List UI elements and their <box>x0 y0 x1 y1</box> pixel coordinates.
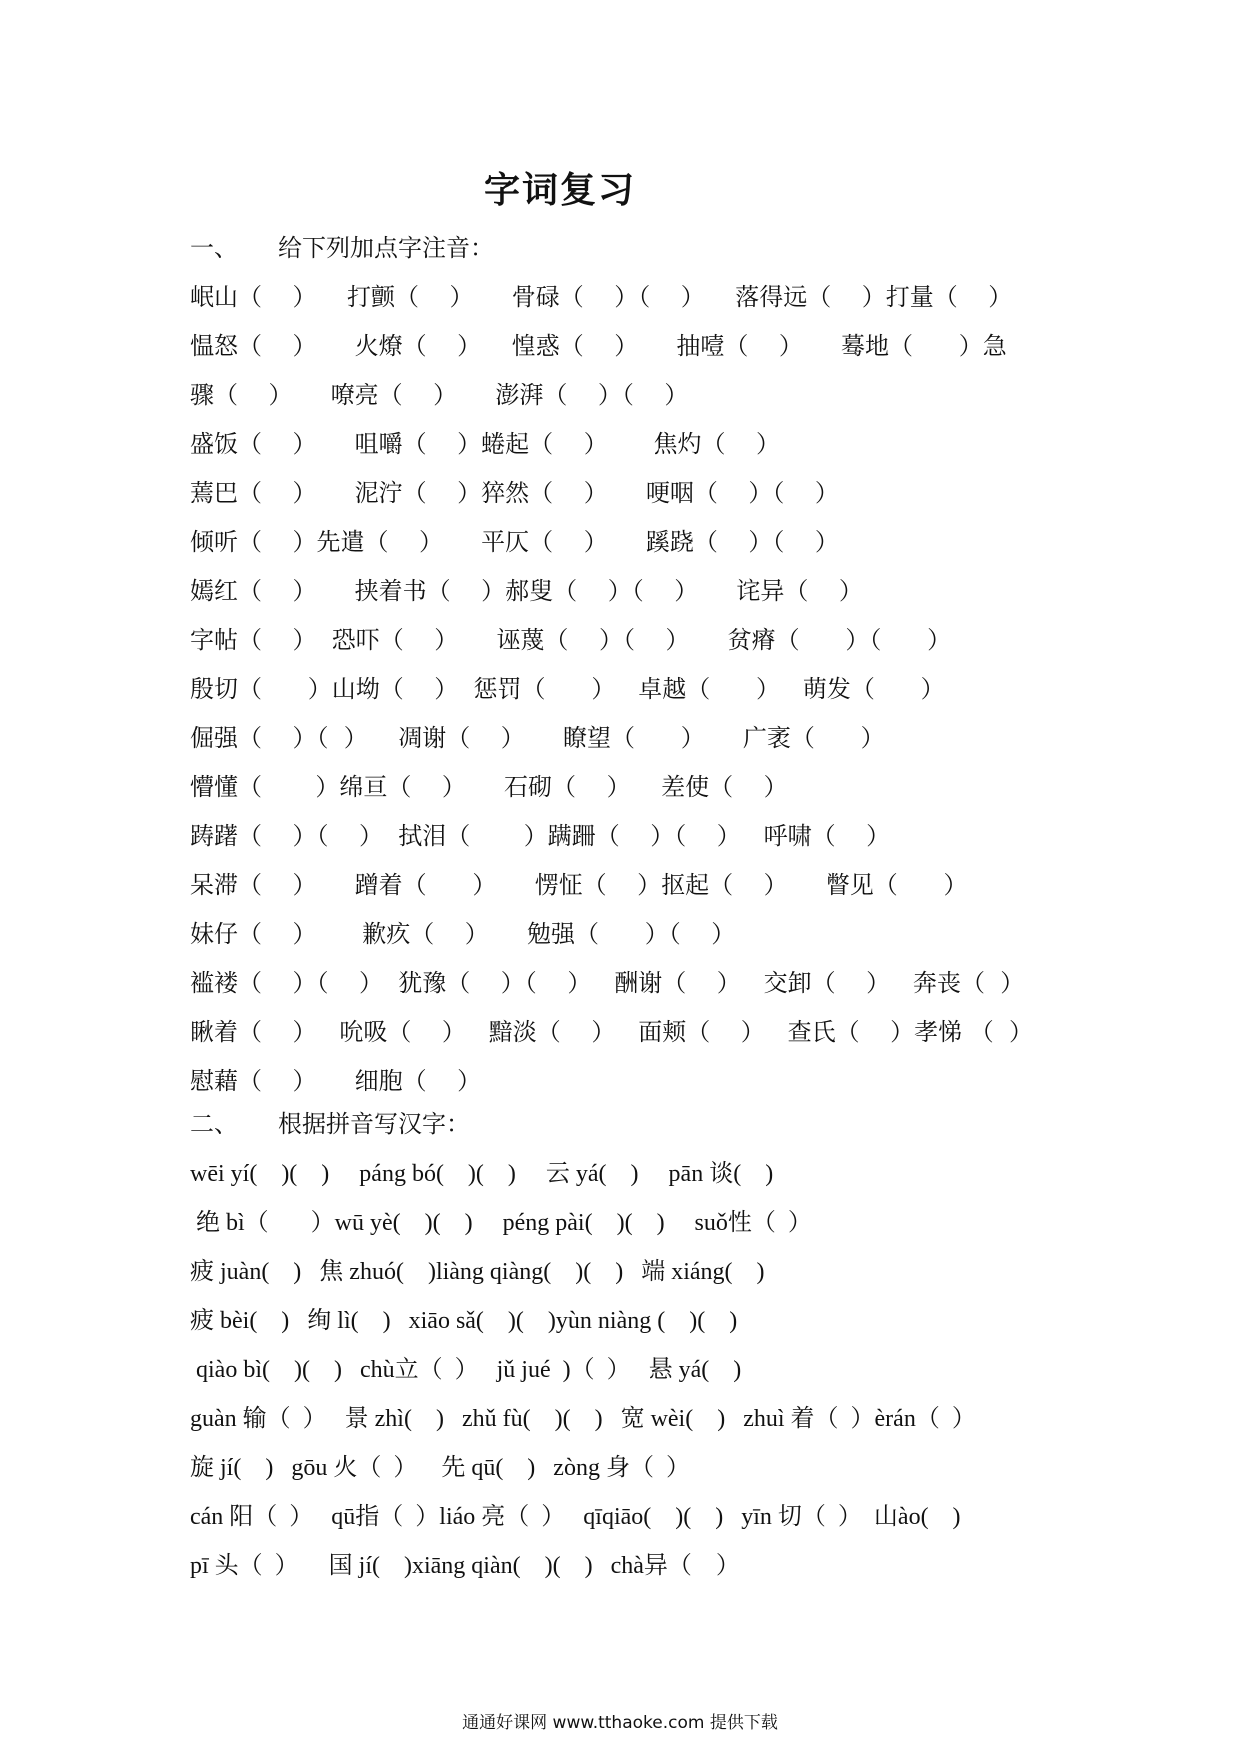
page-title: 字词复习 <box>483 170 636 211</box>
pinyin-line: 疲 bèi( ) 绚 lì( ) xiāo sǎ( )( )yùn niàng ( )( ) <box>190 1308 738 1334</box>
section-1-heading <box>190 228 494 263</box>
vocab-line: 盛饭（ ） 咀嚼（ ）蜷起（ ） 焦灼（ ） <box>190 430 780 458</box>
vocab-line: 踌躇（ ）（ ） 拭泪（ ）蹒跚（ ）（ ） 呼啸（ ） <box>190 822 891 850</box>
section-2-number: 二、 <box>190 1110 238 1138</box>
vocab-line: 嫣红（ ） 挟着书（ ）郝叟（ ）（ ） 诧异（ ） <box>190 577 863 605</box>
vocab-line: 慰藉（ ） 细胞（ ） <box>190 1067 482 1095</box>
vocab-line: 倔强（ ）（ ） 凋谢（ ） 瞭望（ ） 广袤（ ） <box>190 724 885 752</box>
pinyin-line: 旋 jí( ) gōu 火（ ） 先 qū( ) zòng 身（ ） <box>190 1455 690 1481</box>
vocab-line: 倾听（ ）先遣（ ） 平仄（ ） 蹊跷（ ）（ ） <box>190 528 839 556</box>
pinyin-line: guàn 输（ ） 景 zhì( ) zhǔ fù( )( ) 宽 wèi( ) zhuì 着（ ）èrán（ ） <box>190 1406 976 1432</box>
section-1-number: 一、 <box>190 234 238 262</box>
footer-note: 通通好课网 www.tthaoke.com 提供下载 <box>462 1713 778 1733</box>
vocab-line: 殷切（ ）山坳（ ） 惩罚（ ） 卓越（ ） 萌发（ ） <box>190 675 945 703</box>
vocab-line: 字帖（ ） 恐吓（ ） 诬蔑（ ）（ ） 贫瘠（ ）（ ） <box>190 626 952 654</box>
pinyin-line: wēi yí( )( ) páng bó( )( ) 云 yá( ) pān 谈( ) <box>190 1161 774 1187</box>
section-2-text: 根据拼音写汉字： <box>278 1110 470 1138</box>
pinyin-line: qiào bì( )( ) chù立（ ） jǔ jué )（ ） 悬 yá( ) <box>190 1357 742 1383</box>
vocab-line: 骤（ ） 嘹亮（ ） 澎湃（ ）（ ） <box>190 381 689 409</box>
vocab-line: 蔫巴（ ） 泥泞（ ）猝然（ ） 哽咽（ ）（ ） <box>190 479 839 507</box>
vocab-line: 懵懂（ ）绵亘（ ） 石砌（ ） 差使（ ） <box>190 773 788 801</box>
vocab-line: 岷山（ ） 打颤（ ） 骨碌（ ）（ ） 落得远（ ）打量（ ） <box>190 283 1013 311</box>
section-1-text: 给下列加点字注音： <box>278 234 494 262</box>
pinyin-line: pī 头（ ） 国 jí( )xiāng qiàn( )( ) chà异（ ） <box>190 1553 740 1579</box>
vocab-line: 愠怒（ ） 火燎（ ） 惶惑（ ） 抽噎（ ） 蓦地（ ）急 <box>190 332 1007 360</box>
pinyin-line: 疲 juàn( ) 焦 zhuó( )liàng qiàng( )( ) 端 xiáng( ) <box>190 1259 765 1285</box>
pinyin-line: cán 阳（ ） qū指（ ）liáo 亮（ ） qīqiāo( )( ) yīn 切（ ） 山ào( ) <box>190 1504 961 1530</box>
vocab-line: 妹仔（ ） 歉疚（ ） 勉强（ ）（ ） <box>190 920 736 948</box>
vocab-line: 瞅着（ ） 吮吸（ ） 黯淡（ ） 面颊（ ） 查氏（ ）孝悌 （ ） <box>190 1018 1034 1046</box>
pinyin-line: 绝 bì（ ）wū yè( )( ) péng pài( )( ) suǒ性（ ） <box>190 1210 812 1236</box>
vocab-line: 褴褛（ ）（ ） 犹豫（ ）（ ） 酬谢（ ） 交卸（ ） 奔丧（ ） <box>190 969 1025 997</box>
section-2-heading <box>190 1104 470 1139</box>
vocab-line: 呆滞（ ） 蹭着（ ） 愣怔（ ）抠起（ ） 瞥见（ ） <box>190 871 968 899</box>
